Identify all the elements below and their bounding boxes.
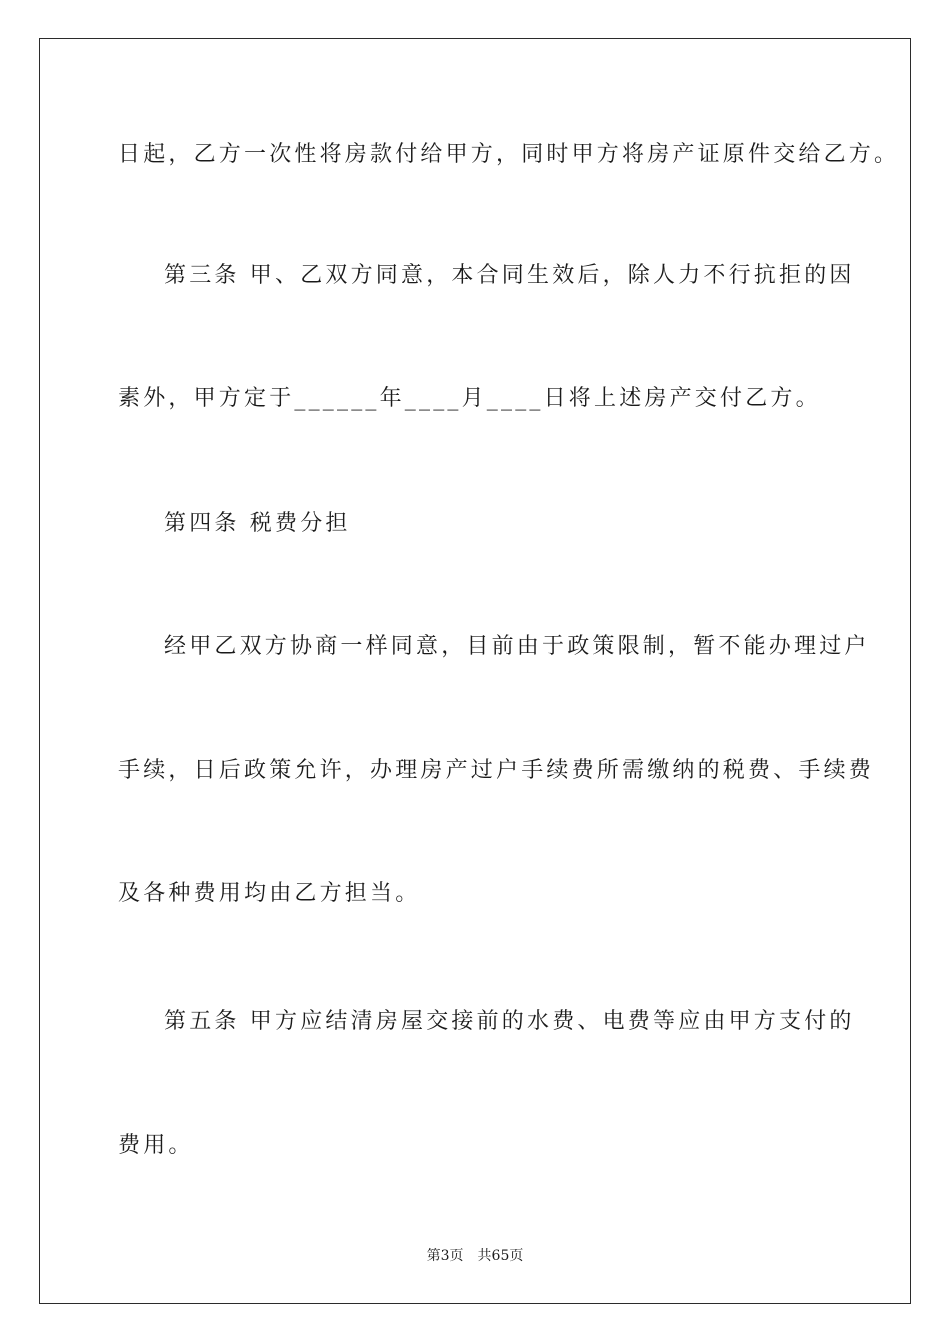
article-3-heading-line: 第三条 甲、乙双方同意，本合同生效后，除人力不行抗拒的因 (164, 263, 855, 288)
paragraph-line-5: 经甲乙双方协商一样同意，目前由于政策限制，暂不能办理过户 (164, 634, 870, 659)
page-total: 共65页 (477, 1248, 524, 1264)
page-number: 第3页 (426, 1248, 464, 1264)
article-5-heading-line: 第五条 甲方应结清房屋交接前的水费、电费等应由甲方支付的 (164, 1009, 855, 1034)
page-border (39, 38, 911, 1304)
paragraph-line-9: 费用。 (118, 1133, 194, 1158)
paragraph-line-7: 及各种费用均由乙方担当。 (118, 881, 421, 906)
page-footer (0, 1247, 950, 1265)
paragraph-line-6: 手续，日后政策允许，办理房产过户手续费所需缴纳的税费、手续费 (118, 758, 875, 783)
paragraph-line-3: 素外，甲方定于______年____月____日将上述房产交付乙方。 (118, 386, 821, 411)
article-4-heading: 第四条 税费分担 (164, 511, 351, 536)
paragraph-line-1: 日起，乙方一次性将房款付给甲方，同时甲方将房产证原件交给乙方。 (118, 142, 900, 167)
